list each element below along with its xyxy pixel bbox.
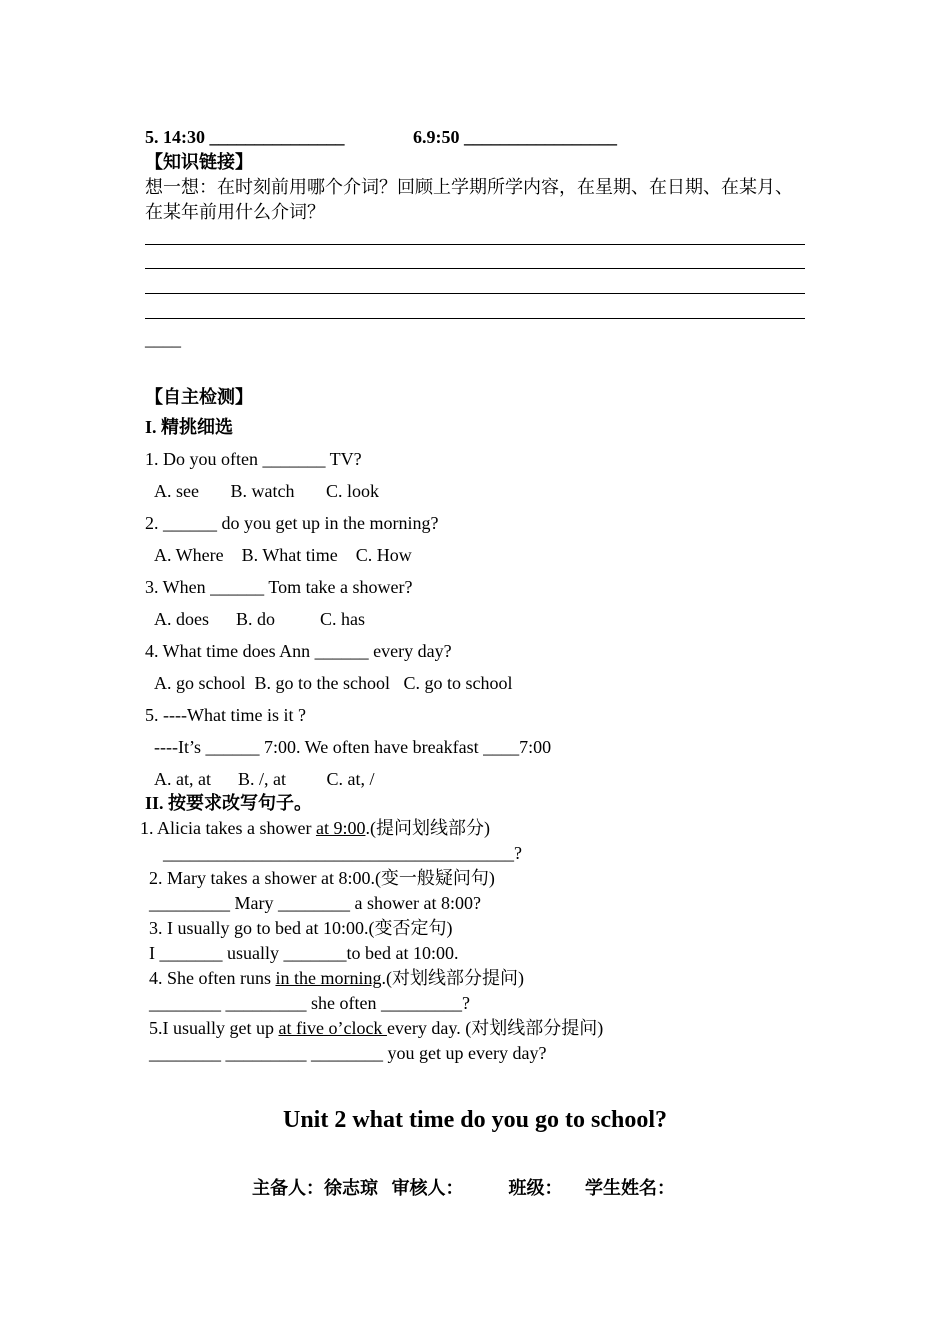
rewrite-4-answer: ________ _________ she often _________? — [149, 993, 470, 1013]
question-1: 1. Do you often _______ TV? — [145, 449, 362, 469]
rewrite-1-answer: _______________________________________? — [163, 843, 522, 863]
exercise-item-6: 6.9:50 _________________ — [413, 127, 617, 147]
rewrite-4: 4. She often runs in the morning.(对划线部分提问) — [149, 968, 524, 988]
answer-line — [145, 268, 805, 269]
answer-line — [145, 318, 805, 319]
unit-title: Unit 2 what time do you go to school? — [282, 1107, 667, 1133]
answer-line — [145, 293, 805, 294]
rewrite-3-answer: I _______ usually _______to bed at 10:00. — [149, 943, 459, 963]
part1-title: I. 精挑细选 — [145, 417, 234, 437]
knowledge-heading: 【知识链接】 — [145, 152, 253, 172]
question-4-options: A. go school B. go to the school C. go to school — [154, 673, 513, 693]
question-2: 2. ______ do you get up in the morning? — [145, 513, 439, 533]
question-5-line1: 5. ----What time is it ? — [145, 705, 306, 725]
question-5-line2: ----It’s ______ 7:00. We often have breakfast ____7:00 — [154, 737, 552, 757]
question-3: 3. When ______ Tom take a shower? — [145, 577, 413, 597]
rewrite-1: 1. Alicia takes a shower at 9:00.(提问划线部分) — [140, 818, 490, 838]
rewrite-5: 5.I usually get up at five o’clock every day. (对划线部分提问) — [149, 1018, 604, 1038]
question-1-options: A. see B. watch C. look — [154, 481, 379, 501]
question-2-options: A. Where B. What time C. How — [154, 545, 412, 565]
knowledge-question-line1: 想一想：在时刻前用哪个介词？回顾上学期所学内容，在星期、在日期、在某月、 — [145, 177, 793, 197]
answer-line-tail: ____ — [145, 329, 181, 349]
rewrite-3: 3. I usually go to bed at 10:00.(变否定句) — [149, 918, 453, 938]
rewrite-5-answer: ________ _________ ________ you get up every day? — [149, 1043, 547, 1063]
exercise-item-5: 5. 14:30 _______________ — [145, 127, 345, 147]
question-3-options: A. does B. do C. has — [154, 609, 365, 629]
credits-line: 主备人：徐志琼 审核人： 班级： 学生姓名： — [252, 1178, 675, 1198]
rewrite-2-answer: _________ Mary ________ a shower at 8:00? — [149, 893, 481, 913]
question-4: 4. What time does Ann ______ every day? — [145, 641, 452, 661]
answer-line — [145, 244, 805, 245]
selfcheck-heading: 【自主检测】 — [145, 387, 253, 407]
question-5-options: A. at, at B. /, at C. at, / — [154, 769, 375, 789]
rewrite-2: 2. Mary takes a shower at 8:00.(变一般疑问句) — [149, 868, 495, 888]
knowledge-question-line2: 在某年前用什么介词？ — [145, 202, 325, 222]
part2-title: II. 按要求改写句子。 — [145, 793, 313, 813]
